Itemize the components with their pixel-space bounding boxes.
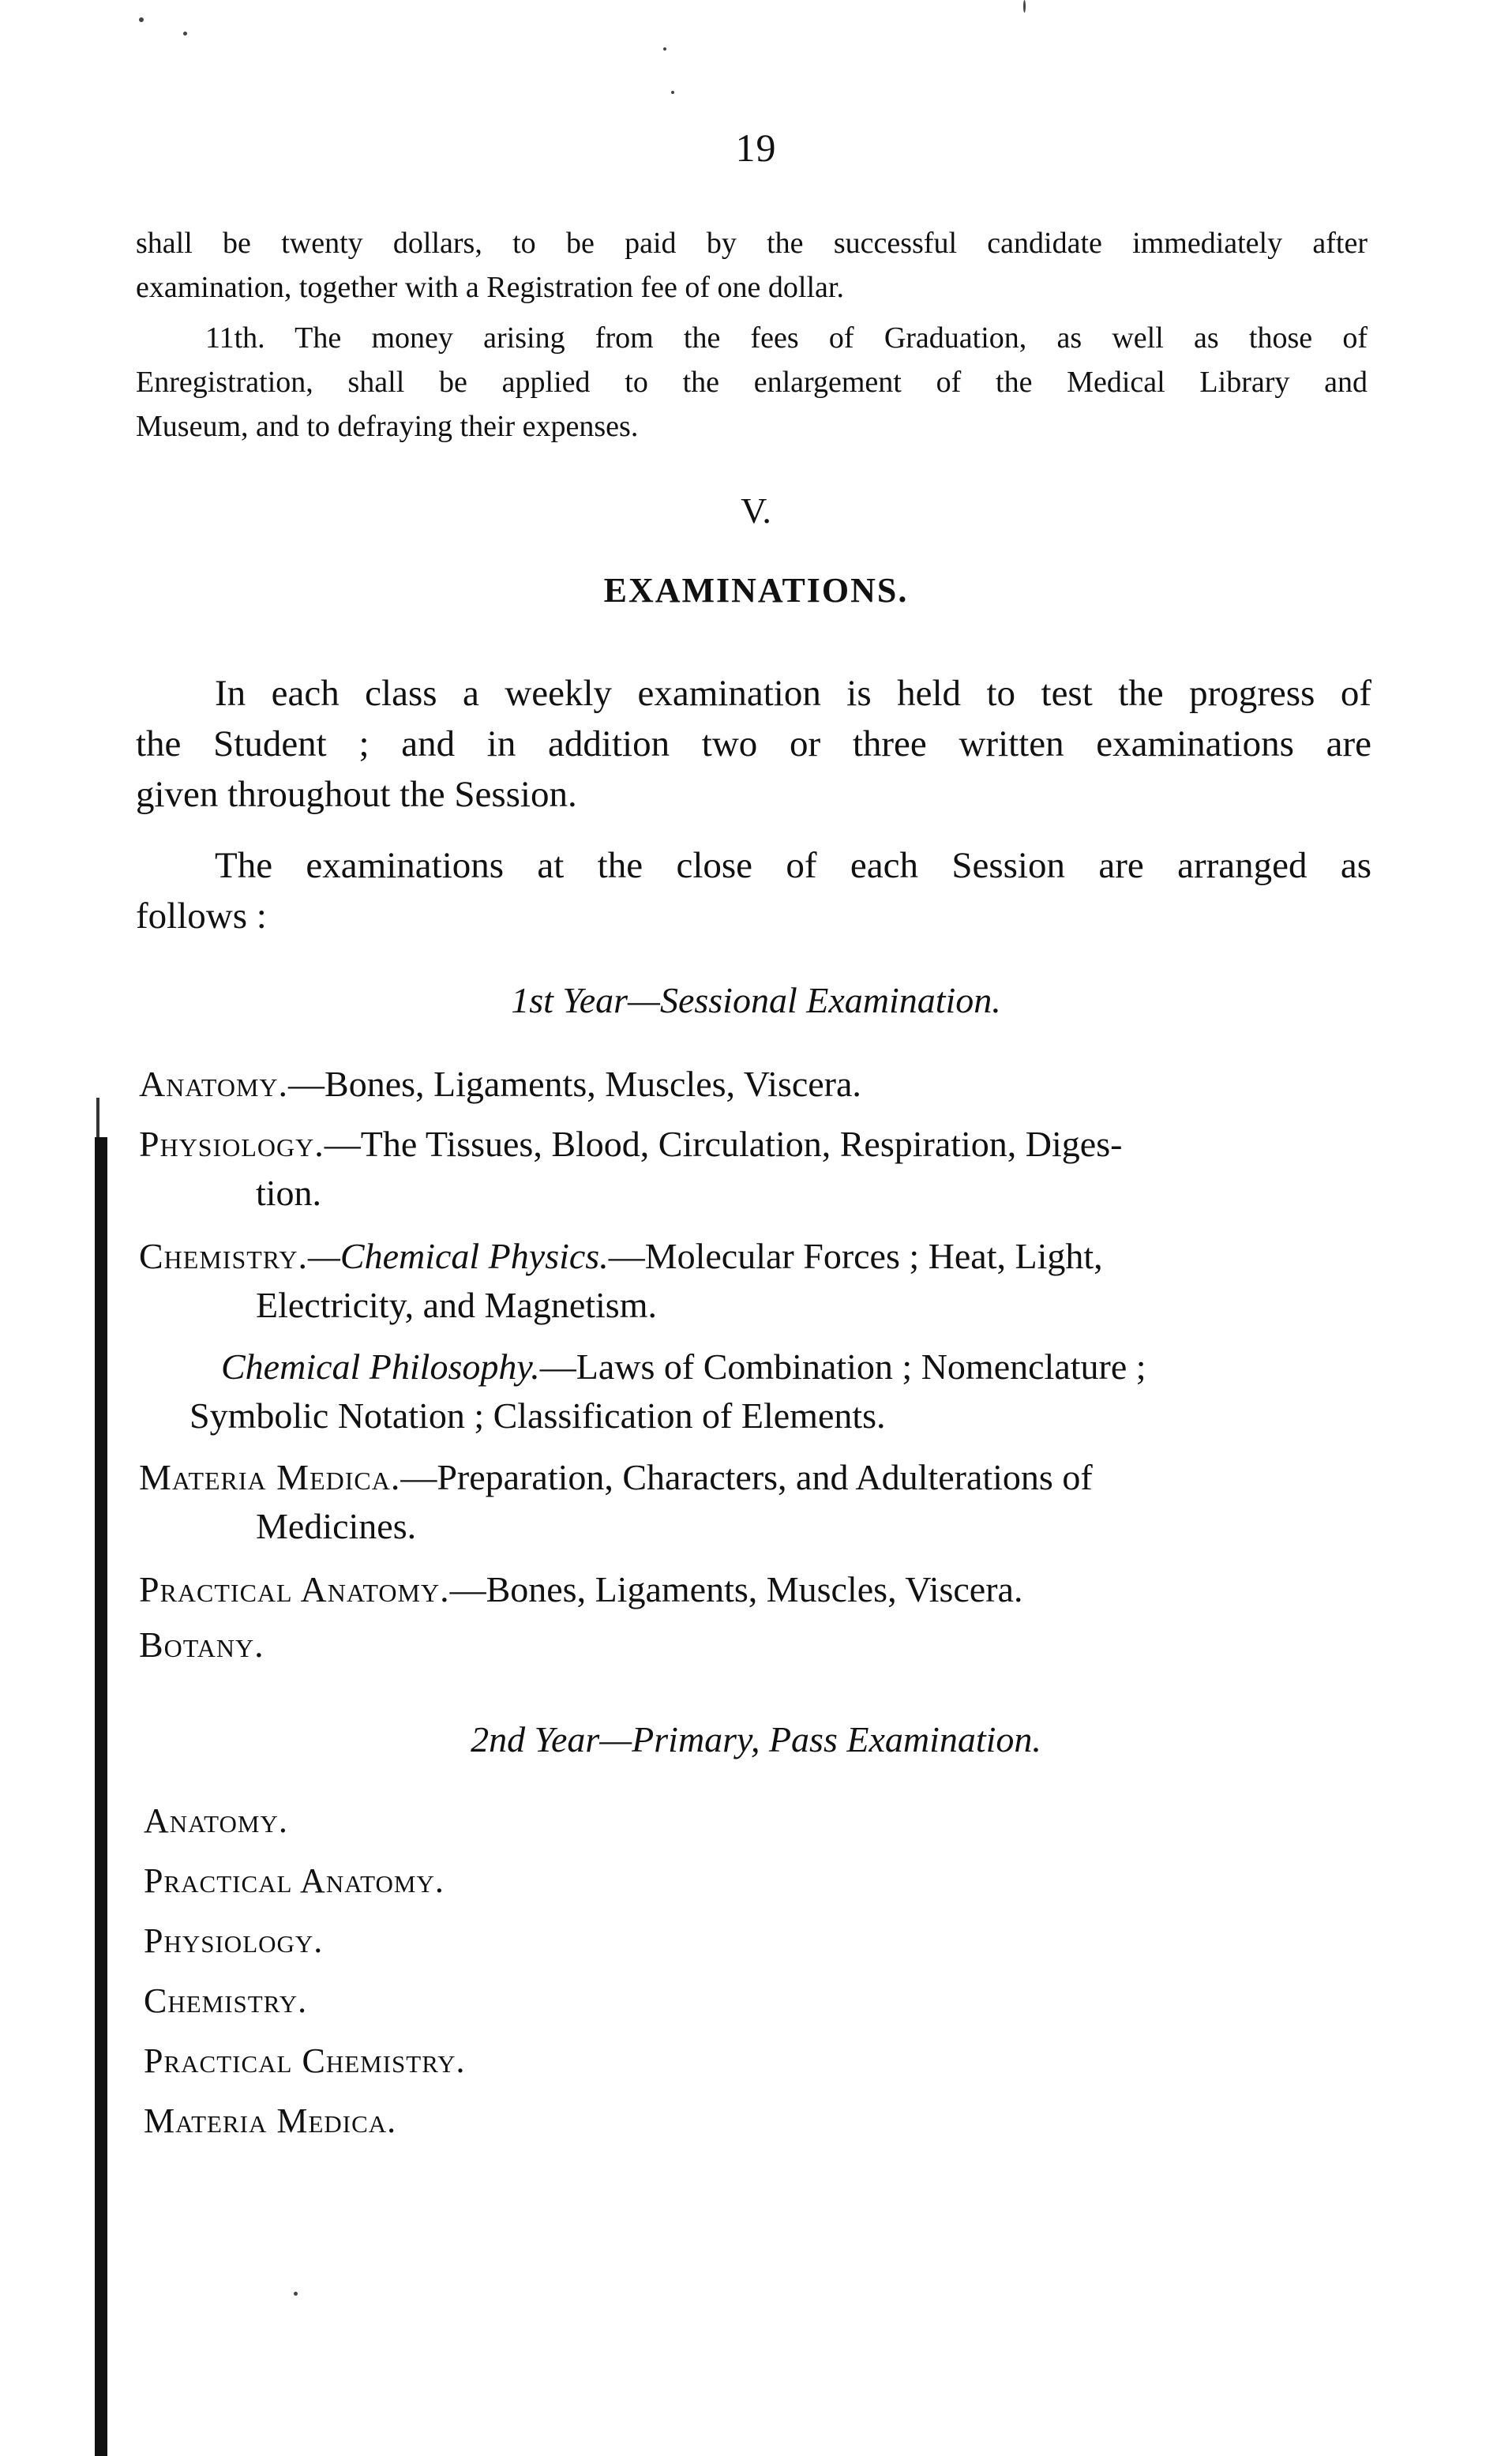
scan-speck xyxy=(671,91,674,94)
scan-speck xyxy=(1023,0,1026,13)
scan-speck xyxy=(294,2292,298,2296)
scan-speck xyxy=(183,32,187,36)
second-year-subject: Practical Chemistry. xyxy=(144,2041,466,2080)
binding-edge xyxy=(95,1137,107,2456)
subject-topics-continued: tion. xyxy=(256,1173,322,1213)
section-title: EXAMINATIONS. xyxy=(603,571,909,610)
subject-topics: —Laws of Combination ; Nomenclature ; xyxy=(539,1346,1146,1387)
subject-name: Practical Anatomy. xyxy=(139,1569,450,1609)
subject-topics-continued: Medicines. xyxy=(256,1506,417,1546)
first-year-heading: 1st Year—Sessional Examination. xyxy=(511,980,1001,1020)
subject-topics: —The Tissues, Blood, Circulation, Respiration, Diges- xyxy=(324,1124,1123,1164)
chemical-philosophy-entry xyxy=(189,1343,1371,1440)
practical-anatomy-entry xyxy=(139,1565,1371,1614)
text-line: follows : xyxy=(136,896,267,937)
subject-name: Materia Medica. xyxy=(139,1457,401,1497)
physiology-entry xyxy=(139,1120,1371,1218)
subject-subtitle: Chemical Philosophy. xyxy=(221,1346,540,1387)
text-line: Enregistration, shall be applied to the enlargement of the Medical Library and xyxy=(136,366,1368,399)
chemistry-entry xyxy=(139,1232,1371,1330)
text-line: the Student ; and in addition two or three written examinations are xyxy=(136,723,1371,764)
anatomy-entry xyxy=(139,1060,1371,1109)
intro-paragraph xyxy=(136,668,1371,820)
second-year-subject: Anatomy. xyxy=(144,1801,288,1840)
subject-name: Botany. xyxy=(139,1624,265,1665)
second-year-heading: 2nd Year—Primary, Pass Examination. xyxy=(471,1719,1041,1759)
scan-speck xyxy=(663,47,666,51)
arrangement-paragraph xyxy=(136,840,1371,941)
second-year-subject: Physiology. xyxy=(144,1921,324,1960)
subject-topics-continued: Electricity, and Magnetism. xyxy=(256,1285,657,1325)
text-line: shall be twenty dollars, to be paid by the successful candidate immediately after xyxy=(136,227,1368,260)
text-line: The examinations at the close of each Session are arranged as xyxy=(215,845,1371,886)
second-year-subject: Practical Anatomy. xyxy=(144,1861,445,1900)
text-line: In each class a weekly examination is held to test the progress of xyxy=(215,673,1371,714)
subject-name: Physiology. xyxy=(139,1124,325,1164)
text-line: examination, together with a Registration fee of one dollar. xyxy=(136,271,844,304)
subject-topics: —Molecular Forces ; Heat, Light, xyxy=(608,1236,1103,1276)
section-number: V. xyxy=(741,490,771,531)
text-line: given throughout the Session. xyxy=(136,774,577,815)
botany-entry xyxy=(139,1620,1371,1669)
subject-topics: —Bones, Ligaments, Muscles, Viscera. xyxy=(449,1569,1023,1609)
subject-name: Chemistry. xyxy=(139,1236,308,1276)
subject-topics: —Bones, Ligaments, Muscles, Viscera. xyxy=(288,1064,861,1104)
subject-name: Anatomy. xyxy=(139,1064,289,1104)
rule-11-paragraph xyxy=(136,316,1368,449)
fee-paragraph xyxy=(136,221,1368,310)
text-line: Museum, and to defraying their expenses. xyxy=(136,410,639,443)
text-line: 11th. The money arising from the fees of Graduation, as well as those of xyxy=(205,321,1368,355)
second-year-subject: Materia Medica. xyxy=(144,2101,397,2140)
subject-topics: —Preparation, Characters, and Adulterations of xyxy=(400,1457,1093,1497)
subject-subtitle: —Chemical Physics. xyxy=(307,1236,609,1276)
page-number: 19 xyxy=(735,126,777,170)
second-year-subject: Chemistry. xyxy=(144,1981,308,2020)
materia-medica-entry xyxy=(139,1453,1371,1551)
subject-topics-continued: Symbolic Notation ; Classification of Elements. xyxy=(189,1395,886,1436)
scan-speck xyxy=(139,17,144,22)
